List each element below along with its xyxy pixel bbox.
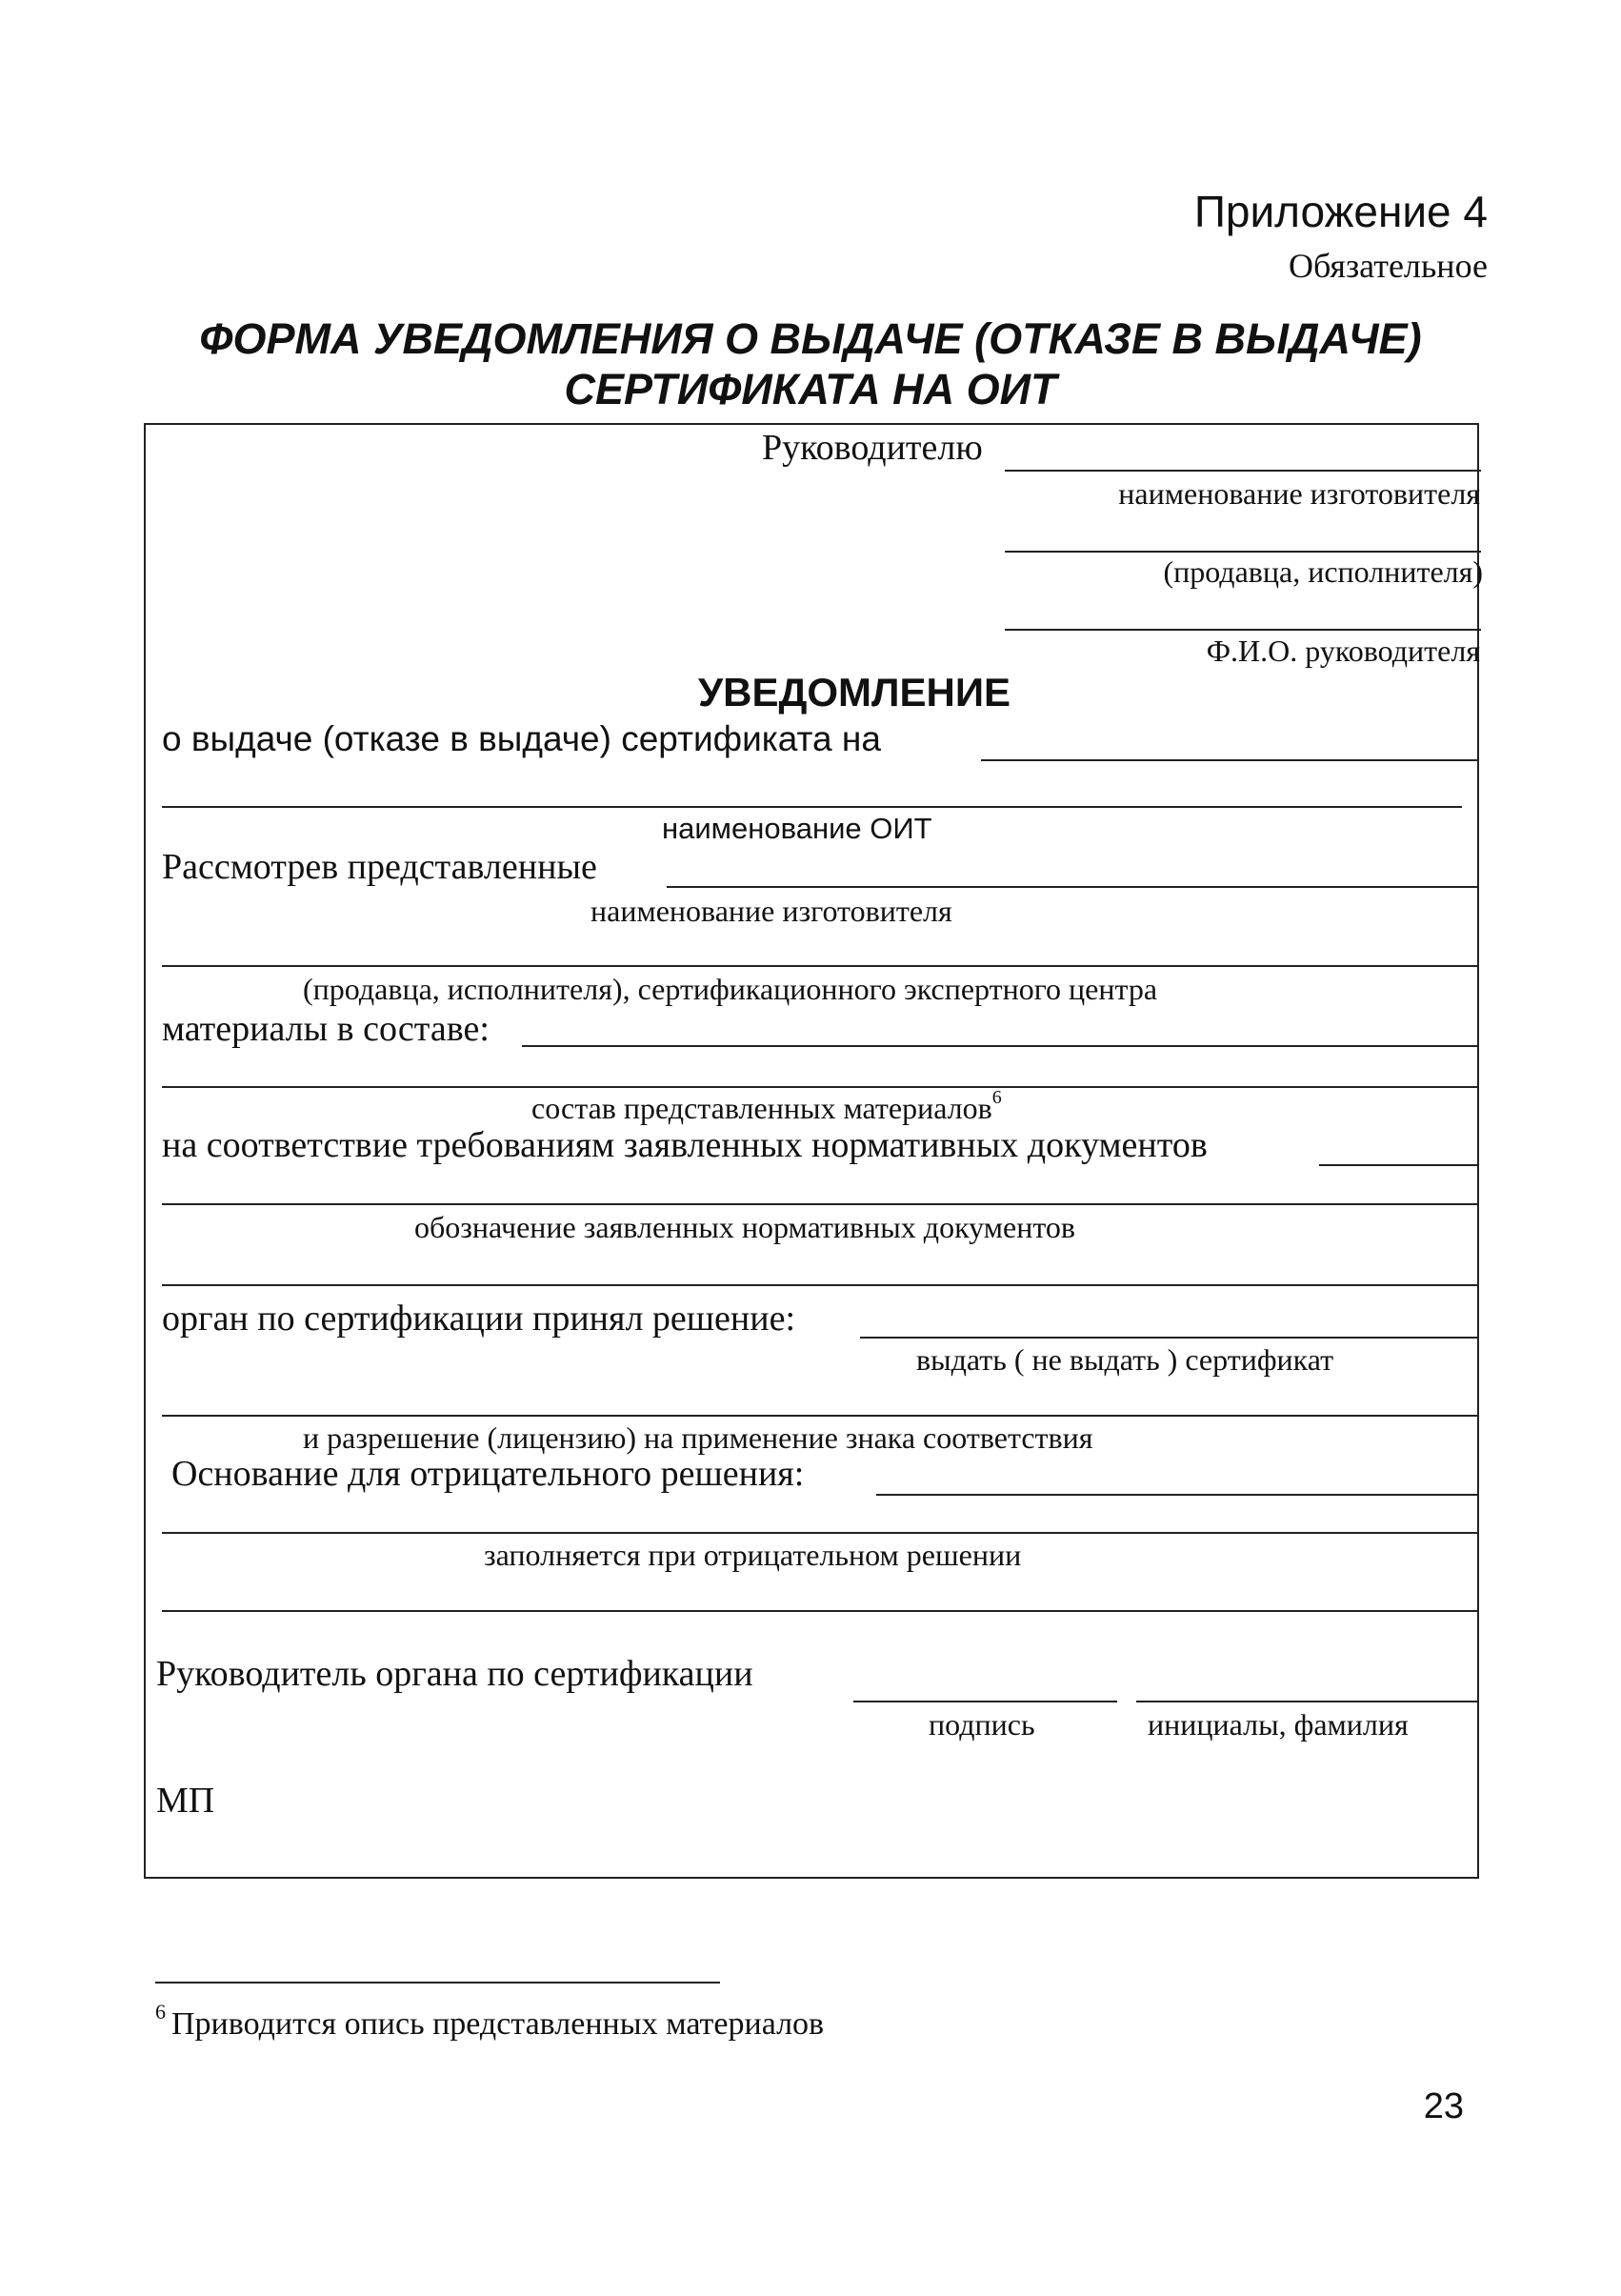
compliance-label: на соответствие требованиям заявленных нормативных документов bbox=[162, 1125, 1208, 1165]
negative-basis-field-line-2[interactable] bbox=[162, 1532, 1479, 1534]
decision-field-line[interactable] bbox=[860, 1337, 1479, 1339]
hint-license: и разрешение (лицензию) на применение знака соответствия bbox=[303, 1420, 1093, 1455]
hint-documents: обозначение заявленных нормативных документов bbox=[414, 1210, 1075, 1244]
materials-field-line-2[interactable] bbox=[162, 1086, 1479, 1088]
footnote bbox=[155, 2000, 825, 2043]
reviewed-field-line-2[interactable] bbox=[162, 965, 1479, 967]
head-name-field-line[interactable] bbox=[1005, 629, 1481, 631]
appendix-title: Приложение 4 bbox=[1193, 187, 1488, 236]
signature-field-line[interactable] bbox=[853, 1701, 1117, 1702]
license-field-line[interactable] bbox=[162, 1415, 1479, 1417]
decision-label: орган по сертификации принял решение: bbox=[162, 1299, 796, 1339]
footnote-text: Приводится опись представленных материалов bbox=[171, 2006, 825, 2043]
seller-field-line[interactable] bbox=[1005, 551, 1481, 553]
hint-signature: подпись bbox=[929, 1707, 1035, 1742]
materials-label: материалы в составе: bbox=[162, 1009, 490, 1049]
negative-basis-field-line-3[interactable] bbox=[162, 1610, 1479, 1612]
oit-field-line-2[interactable] bbox=[162, 806, 1462, 808]
page-number: 23 bbox=[1423, 2086, 1464, 2126]
stamp-label: МП bbox=[156, 1781, 215, 1821]
footnote-reference: 6 bbox=[991, 1087, 1002, 1109]
hint-oit-name: наименование ОИТ bbox=[662, 812, 932, 845]
appendix-status: Обязательное bbox=[1288, 247, 1488, 285]
negative-basis-label: Основание для отрицательного решения: bbox=[171, 1454, 805, 1494]
footnote-mark: 6 bbox=[155, 2000, 166, 2024]
materials-field-line[interactable] bbox=[522, 1045, 1479, 1047]
notice-title: УВЕДОМЛЕНИЕ bbox=[698, 670, 1011, 715]
notice-subject: о выдаче (отказе в выдаче) сертификата на bbox=[162, 719, 881, 758]
hint-manufacturer-2: наименование изготовителя bbox=[590, 894, 952, 928]
documents-field-line-2[interactable] bbox=[162, 1284, 1479, 1286]
addressee-label: Руководителю bbox=[762, 428, 983, 468]
signatory-label: Руководитель органа по сертификации bbox=[156, 1654, 753, 1694]
form-title-line-1: ФОРМА УВЕДОМЛЕНИЯ О ВЫДАЧЕ (ОТКАЗЕ В ВЫДАЧЕ) bbox=[199, 314, 1422, 363]
reviewed-field-line[interactable] bbox=[667, 886, 1479, 888]
reviewed-label: Рассмотрев представленные bbox=[162, 847, 597, 887]
oit-field-line[interactable] bbox=[981, 759, 1479, 761]
footnote-divider bbox=[155, 1982, 720, 1984]
hint-negative: заполняется при отрицательном решении bbox=[484, 1538, 1022, 1572]
hint-seller-center: (продавца, исполнителя), сертификационного экспертного центра bbox=[303, 972, 1158, 1006]
hint-materials: состав представленных материалов$^6$ bbox=[531, 1087, 1002, 1125]
form-title-line-2: СЕРТИФИКАТА НА ОИТ bbox=[564, 365, 1057, 413]
negative-basis-field-line[interactable] bbox=[876, 1494, 1479, 1496]
initials-field-line[interactable] bbox=[1136, 1701, 1479, 1702]
hint-manufacturer: наименование изготовителя bbox=[1118, 476, 1480, 511]
compliance-field-line[interactable] bbox=[1319, 1164, 1479, 1166]
hint-initials: инициалы, фамилия bbox=[1148, 1707, 1409, 1742]
addressee-field-line[interactable] bbox=[1005, 470, 1481, 472]
hint-head-name: Ф.И.О. руководителя bbox=[1206, 634, 1480, 668]
hint-seller: (продавца, исполнителя) bbox=[1163, 554, 1483, 589]
hint-decision: выдать ( не выдать ) сертификат bbox=[916, 1342, 1334, 1377]
documents-field-line[interactable] bbox=[162, 1203, 1479, 1205]
